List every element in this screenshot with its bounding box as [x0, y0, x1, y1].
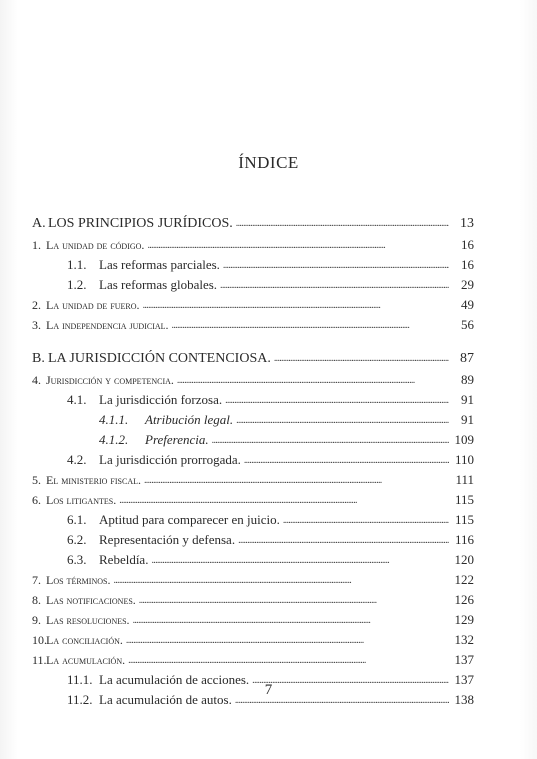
entry-label: Rebeldía. — [99, 552, 149, 567]
entry-label: Jurisdicción y competencia. — [46, 373, 174, 387]
dot-leader — [223, 255, 449, 273]
dot-leader — [147, 235, 449, 253]
entry-label: Los términos. — [46, 573, 111, 587]
dot-leader — [113, 570, 449, 588]
index-title: ÍNDICE — [238, 153, 299, 172]
entry-page: 138 — [454, 692, 474, 707]
toc-entry — [32, 631, 474, 651]
entry-number: 6.3. — [67, 552, 87, 567]
entry-number: 6. — [32, 493, 41, 507]
entry-label: Las reformas parciales. — [99, 257, 220, 272]
entry-label: La independencia judicial. — [46, 318, 169, 332]
entry-label: LA JURISDICCIÓN CONTENCIOSA. — [48, 351, 271, 366]
entry-label: La unidad de fuero. — [46, 298, 140, 312]
toc-entry — [32, 431, 474, 451]
toc-entry — [32, 651, 474, 671]
entry-label: La acumulación. — [46, 653, 126, 667]
entry-page: 91 — [461, 412, 474, 427]
entry-page: 126 — [454, 592, 474, 607]
entry-number: 3. — [32, 318, 41, 332]
entry-page: 115 — [454, 492, 474, 507]
entry-number: 8. — [32, 593, 41, 607]
dot-leader — [126, 630, 449, 648]
entry-page: 56 — [461, 317, 474, 332]
dot-leader — [133, 610, 449, 628]
entry-number: 6.1. — [67, 512, 87, 527]
entry-label: Los litigantes. — [46, 493, 117, 507]
toc-entry — [32, 276, 474, 296]
entry-page: 116 — [454, 532, 474, 547]
entry-number: 1.2. — [67, 277, 87, 292]
entry-number: 4.1. — [67, 392, 87, 407]
dot-leader — [143, 295, 449, 313]
entry-label: Atribución legal. — [145, 412, 234, 427]
dot-leader — [172, 315, 449, 333]
toc-entry — [32, 471, 474, 491]
entry-page: 29 — [461, 277, 474, 292]
entry-label: LOS PRINCIPIOS JURÍDICOS. — [48, 216, 233, 231]
dot-leader — [225, 390, 449, 408]
entry-number: 1.1. — [67, 257, 87, 272]
entry-number: 11.1. — [67, 672, 93, 687]
dot-leader — [128, 650, 449, 668]
entry-number: 2. — [32, 298, 41, 312]
entry-page: 137 — [454, 652, 474, 667]
dot-leader — [220, 275, 449, 293]
toc-entry — [32, 391, 474, 411]
entry-number: 11.2. — [67, 692, 93, 707]
dot-leader — [177, 370, 449, 388]
entry-number: 5. — [32, 473, 41, 487]
entry-label: La acumulación de acciones. — [99, 672, 250, 687]
toc-entry — [32, 316, 474, 336]
entry-page: 87 — [460, 351, 474, 366]
dot-leader — [144, 470, 449, 488]
dot-leader — [283, 510, 449, 528]
dot-leader — [236, 410, 449, 428]
toc-entry — [32, 491, 474, 511]
entry-page: 49 — [461, 297, 474, 312]
dot-leader — [238, 530, 449, 548]
entry-page: 120 — [454, 552, 474, 567]
entry-page: 16 — [461, 257, 474, 272]
entry-label: La jurisdicción prorrogada. — [99, 452, 241, 467]
entry-page: 110 — [454, 452, 474, 467]
toc-entry — [32, 214, 474, 236]
entry-number: 4.1.1. — [99, 412, 129, 427]
dot-leader — [139, 590, 449, 608]
dot-leader — [212, 430, 449, 448]
dot-leader — [151, 550, 449, 568]
entry-number: 9. — [32, 613, 41, 627]
entry-label: La acumulación de autos. — [99, 692, 232, 707]
entry-page: 115 — [454, 512, 474, 527]
entry-label: Las notificaciones. — [46, 593, 136, 607]
entry-number: A. — [32, 216, 46, 231]
entry-page: 129 — [454, 612, 474, 627]
entry-page: 122 — [454, 572, 474, 587]
entry-page: 13 — [460, 216, 474, 231]
toc-entry — [32, 296, 474, 316]
page-number: 7 — [264, 682, 273, 698]
entry-number: 4.1.2. — [99, 432, 129, 447]
entry-label: Las reformas globales. — [99, 277, 218, 292]
toc-entry — [32, 611, 474, 631]
dot-leader — [119, 490, 449, 508]
table-of-contents — [32, 214, 474, 711]
entry-page: 137 — [454, 672, 474, 687]
toc-entry — [32, 349, 474, 371]
toc-entry — [32, 451, 474, 471]
entry-label: Preferencia. — [145, 432, 209, 447]
entry-number: 11. — [32, 653, 47, 667]
entry-page: 91 — [461, 392, 474, 407]
entry-label: Aptitud para comparecer en juicio. — [99, 512, 280, 527]
entry-page: 16 — [461, 237, 474, 252]
dot-leader — [244, 450, 449, 468]
toc-entry — [32, 591, 474, 611]
entry-page: 89 — [461, 372, 474, 387]
entry-number: 7. — [32, 573, 41, 587]
entry-number: 1. — [32, 238, 41, 252]
toc-entry — [32, 551, 474, 571]
toc-entry — [32, 571, 474, 591]
entry-number: 4.2. — [67, 452, 87, 467]
entry-label: El ministerio fiscal. — [46, 473, 141, 487]
toc-entry — [32, 371, 474, 391]
dot-leader — [236, 213, 449, 231]
entry-page: 109 — [454, 432, 474, 447]
entry-label: La jurisdicción forzosa. — [99, 392, 223, 407]
entry-label: Las resoluciones. — [46, 613, 130, 627]
entry-number: 6.2. — [67, 532, 87, 547]
entry-label: La conciliación. — [46, 633, 123, 647]
toc-entry — [32, 411, 474, 431]
entry-page: 132 — [454, 632, 474, 647]
entry-number: 4. — [32, 373, 41, 387]
entry-page: 111 — [455, 472, 474, 487]
entry-number: 10. — [32, 633, 47, 647]
toc-entry — [32, 236, 474, 256]
toc-entry — [32, 531, 474, 551]
toc-entry — [32, 511, 474, 531]
entry-number: B. — [32, 351, 45, 366]
dot-leader — [274, 348, 449, 366]
toc-entry — [32, 256, 474, 276]
entry-label: La unidad de código. — [46, 238, 145, 252]
entry-label: Representación y defensa. — [99, 532, 236, 547]
